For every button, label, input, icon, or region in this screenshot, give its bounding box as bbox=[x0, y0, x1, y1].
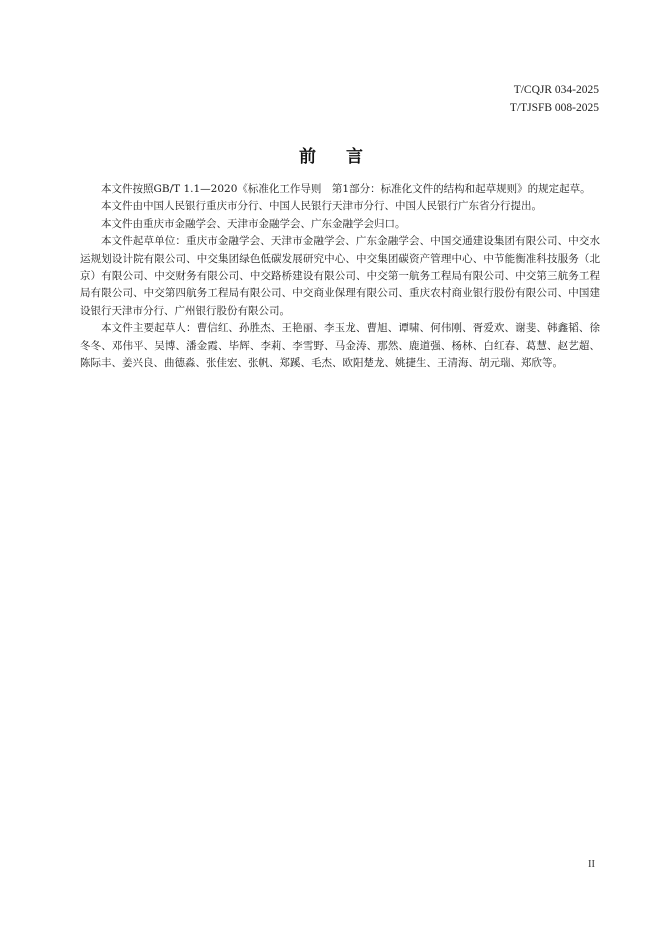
foreword-body bbox=[80, 181, 600, 372]
paragraph-proposer: 本文件由中国人民银行重庆市分行、中国人民银行天津市分行、中国人民银行广东省分行提出。 bbox=[101, 200, 542, 213]
paragraph-drafting-units: 本文件起草单位：重庆市金融学会、天津市金融学会、广东金融学会、中国交通建设集团有限公司、中交水运规划设计院有限公司、中交集团绿色低碳发展研究中心、中交集团碳资产管理中心、中节能衡准科技服务（北京）有限公司、中交财务有限公司、中交路桥建设有限公司、中交第一航务工程局有限公司、中交第三航务工程局有限公司、中交第四航务工程局有限公司、中交商业保理有限公司、重庆农村商业银行股份有限公司、中国建设银行天津市分行、广州银行股份有限公司。 bbox=[80, 235, 600, 317]
paragraph-administrator: 本文件由重庆市金融学会、天津市金融学会、广东金融学会归口。 bbox=[101, 217, 406, 230]
paragraph-drafters: 本文件主要起草人：曹信红、孙胜杰、王艳丽、李玉龙、曹旭、谭啸、何伟刚、胥爱欢、谢斐、韩鑫韬、徐冬冬、邓伟平、吴博、潘金霞、毕辉、李莉、李雪野、马金涛、那然、鹿道强、杨林、白红春、葛慧、赵艺超、陈际丰、姜兴良、曲德淼、张佳宏、张帆、郑蹊、毛杰、欧阳楚龙、姚捷生、王清海、胡元瑞、郑欣等。 bbox=[80, 322, 600, 370]
page-title: 前言 bbox=[299, 147, 393, 167]
page-number: II bbox=[588, 859, 595, 870]
standard-code-cqjr: T/CQJR 034-2025 bbox=[513, 84, 599, 96]
standard-codes bbox=[510, 81, 599, 117]
paragraph-drafting-rules: 本文件按照GB/T 1.1—2020《标准化工作导则 第1部分：标准化文件的结构和起草规则》的规定起草。 bbox=[101, 183, 591, 195]
standard-code-tjsfb: T/TJSFB 008-2025 bbox=[509, 102, 599, 114]
